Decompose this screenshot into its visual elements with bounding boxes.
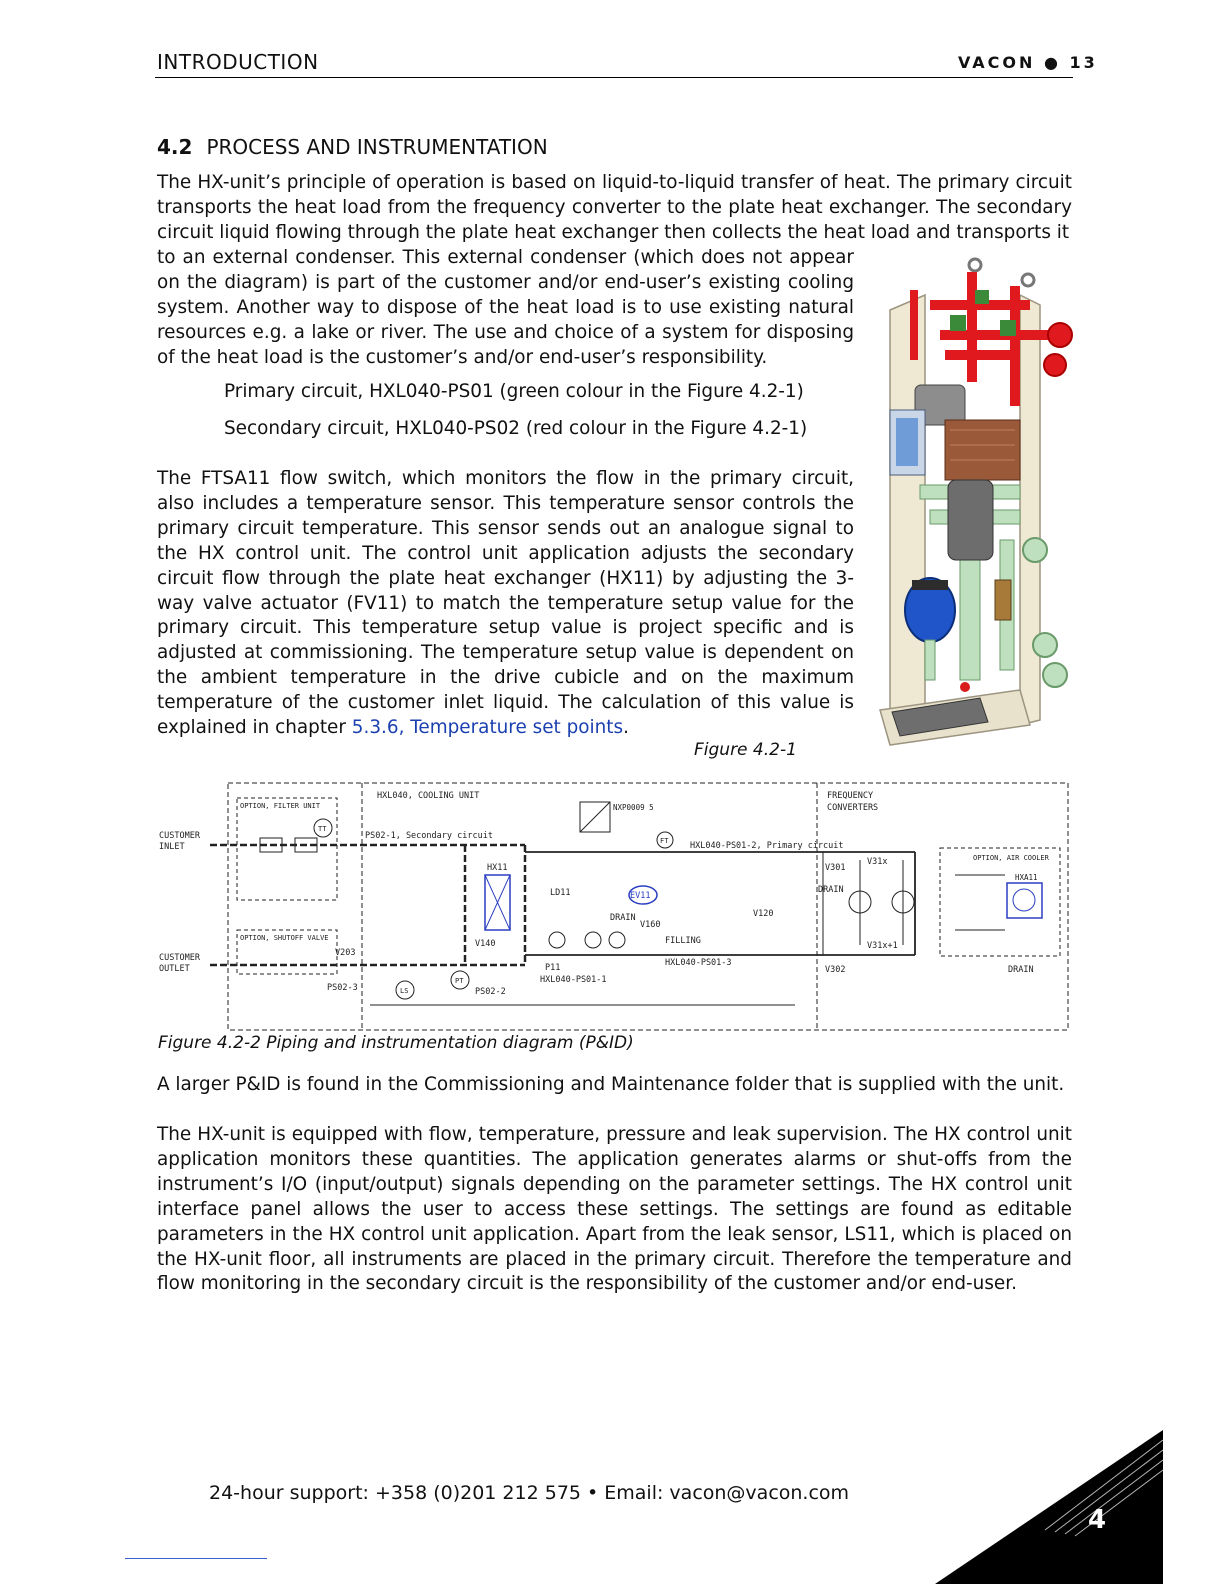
pid-label-tt: TT — [318, 825, 327, 833]
brand-logo: VACON — [958, 53, 1036, 72]
pid-label-ps01-3: HXL040-PS01-3 — [665, 958, 732, 968]
paragraph-1-wrap: to an external condenser. This external condenser (which does not appear on the diagram) is part of the customer and/or end-user’s existing cooling system. Another way to dispose of the heat load is to use existing natural resources e.g. a lake or river. The use and choice of a system for disposing of the heat load is the customer’s and/or end-user’s responsibility. — [157, 247, 854, 368]
footer-corner-graphic — [935, 1430, 1163, 1584]
figure-1-caption: Figure 4.2-1 — [694, 740, 797, 760]
pid-label-option-shutoff: OPTION, SHUTOFF VALVE — [240, 934, 329, 942]
pid-diagram — [155, 780, 1075, 1035]
section-title — [157, 135, 548, 159]
figure-2-caption: Figure 4.2-2 Piping and instrumentation diagram (P&ID) — [158, 1033, 634, 1053]
pid-label-v302: V302 — [825, 965, 846, 975]
paragraph-4: The HX-unit is equipped with flow, temperature, pressure and leak supervision. The HX control unit application monitors these quantities. The application generates alarms or shut-offs from the instrument’s I/O (input/output) signals depending on the parameter settings. The HX control unit interface panel allows the user to access these settings. The settings are found as editable parameters in the HX control unit application. Apart from the leak sensor, LS11, which is placed on the HX-unit floor, all instruments are placed in the primary circuit. Therefore the temperature and flow monitoring in the secondary circuit is the responsibility of the customer and/or end-user. — [157, 1124, 1072, 1295]
pid-label-outlet-2: OUTLET — [159, 964, 190, 974]
pid-label-ps01-1: HXL040-PS01-1 — [540, 975, 607, 985]
pid-label-outlet-1: CUSTOMER — [159, 953, 200, 963]
pid-label-v160: V160 — [640, 920, 661, 930]
header-rule — [155, 77, 1073, 78]
pid-label-drain-air: DRAIN — [1008, 965, 1034, 975]
pid-label-freq-1: FREQUENCY — [827, 791, 874, 801]
paragraph-1: The HX-unit’s principle of operation is based on liquid-to-liquid transfer of heat. The primary circuit transports the heat load from the frequency converter to the plate heat exchanger. The secondary circuit liquid flowing through the plate heat exchanger then collects the heat load and transports it — [157, 172, 1072, 243]
paragraph-2: The FTSA11 flow switch, which monitors the flow in the primary circuit, also includes a temperature sensor. This temperature sensor controls the primary circuit temperature. This sensor sends out an analogue signal to the HX control unit. The control unit application adjusts the secondary circuit flow through the plate heat exchanger (HX11) by adjusting the 3-way valve actuator (FV11) to match the temperature setup value for the primary circuit. This temperature setup value is project specific and is adjusted at commissioning. The temperature setup value is dependent on the ambient temperature in the drive cubicle and on the maximum temperature of the customer inlet liquid. The calculation of this value is explained in chapter 5.3.6, Temperature set points. — [157, 468, 854, 739]
paragraph-3: A larger P&ID is found in the Commissioning and Maintenance folder that is supplied with the unit. — [157, 1074, 1065, 1095]
pid-label-v140: V140 — [475, 939, 496, 949]
pid-label-v301: V301 — [825, 863, 846, 873]
pid-label-secondary: PS02-1, Secondary circuit — [365, 831, 493, 841]
pid-label-ev11: EV11 — [630, 891, 651, 901]
primary-circuit-item: Primary circuit, HXL040-PS01 (green colour in the Figure 4.2-1) — [224, 381, 804, 402]
pid-label-v203: V203 — [335, 948, 356, 958]
secondary-circuit-item: Secondary circuit, HXL040-PS02 (red colour in the Figure 4.2-1) — [224, 418, 808, 439]
pid-label-option-filter: OPTION, FILTER UNIT — [240, 802, 321, 810]
pid-label-inlet-2: INLET — [159, 842, 185, 852]
pid-label-pt: PT — [455, 977, 464, 985]
pid-label-v31x: V31x — [867, 857, 888, 867]
pid-label-cooling-unit: HXL040, COOLING UNIT — [377, 791, 480, 801]
pid-label-hx11: HX11 — [487, 863, 508, 873]
pid-label-p11: P11 — [545, 963, 561, 973]
pid-label-drain-fc: DRAIN — [818, 885, 844, 895]
pid-label-ps02-3: PS02-3 — [327, 983, 358, 993]
pid-label-option-air: OPTION, AIR COOLER — [973, 854, 1049, 862]
footer-rule — [125, 1558, 267, 1559]
pid-label-ps02-2: PS02-2 — [475, 987, 506, 997]
section-number: 4.2 — [157, 135, 193, 159]
pid-label-ls: LS — [400, 987, 409, 995]
pid-label-v120: V120 — [753, 909, 774, 919]
pid-label-primary: HXL040-PS01-2, Primary circuit — [690, 841, 844, 851]
page-number: 13 — [1069, 53, 1098, 72]
temperature-set-points-link[interactable]: 5.3.6, Temperature set points — [351, 717, 624, 739]
pid-label-drain: DRAIN — [610, 913, 636, 923]
pid-label-hxa11: HXA11 — [1015, 873, 1038, 882]
chapter-number: 4 — [1088, 1505, 1107, 1535]
pid-label-inlet-1: CUSTOMER — [159, 831, 200, 841]
pid-label-nxp: NXP0009 5 — [613, 803, 654, 812]
footer-support: 24-hour support: +358 (0)201 212 575 • Email: vacon@vacon.com — [209, 1482, 850, 1504]
hx-unit-illustration — [870, 250, 1080, 750]
header-brand-page — [958, 53, 1098, 72]
pid-label-ft: FT — [660, 837, 669, 845]
bullet-icon: ● — [1044, 53, 1061, 72]
pid-label-v31x1: V31x+1 — [867, 941, 898, 951]
pid-label-filling: FILLING — [665, 936, 701, 946]
section-heading: PROCESS AND INSTRUMENTATION — [206, 135, 548, 159]
pid-label-freq-2: CONVERTERS — [827, 803, 879, 813]
header-section: INTRODUCTION — [157, 50, 319, 74]
pid-label-ld11: LD11 — [550, 888, 571, 898]
paragraph-2-text: The FTSA11 flow switch, which monitors the flow in the primary circuit, also includes a temperature sensor. This temperature sensor controls the primary circuit temperature. This sensor sends out an analogue signal to the HX control unit. The control unit application adjusts the secondary circuit flow through the plate heat exchanger (HX11) by adjusting the 3-way valve actuator (FV11) to match the temperature setup value for the primary circuit. This temperature setup value is project specific and is adjusted at commissioning. The temperature setup value is dependent on the ambient temperature in the drive cubicle and on the maximum temperature of the customer inlet liquid. The calculation of this value is explained in chapter — [157, 468, 854, 739]
